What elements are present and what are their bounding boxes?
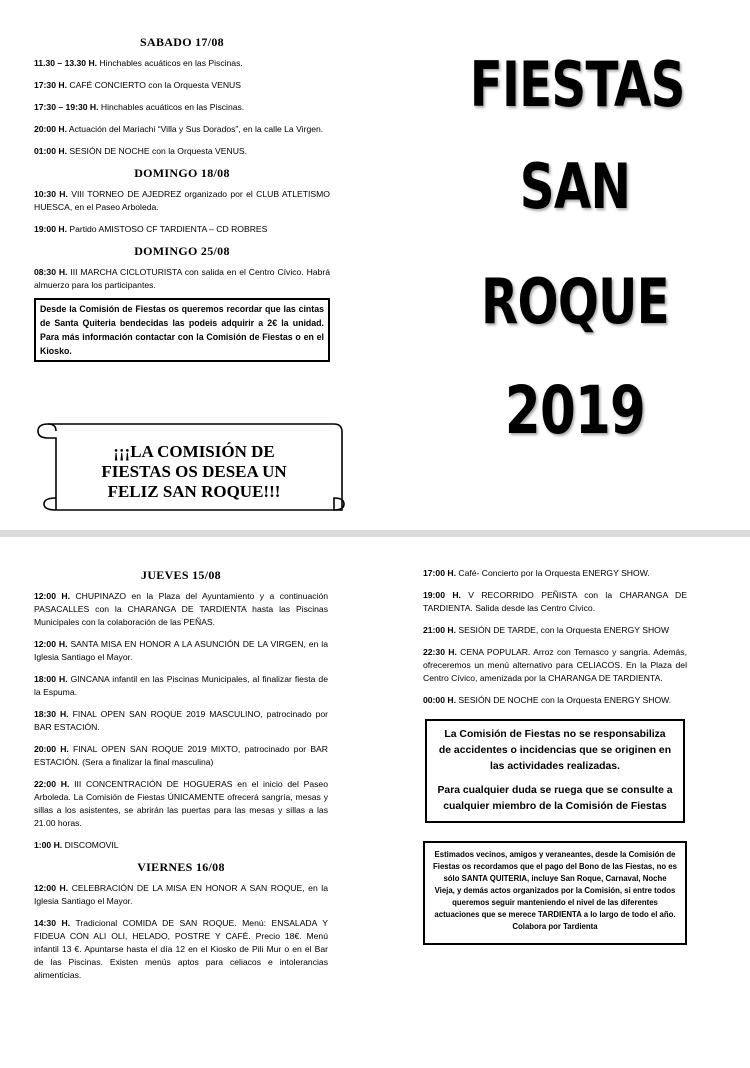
schedule-top-left — [34, 36, 330, 362]
greeting-scroll — [34, 418, 346, 518]
event-description: FINAL OPEN SAN ROQUE 2019 MIXTO, patrocinado por BAR ESTACIÓN. (Sera a finalizar la final masculina) — [34, 744, 328, 767]
event-item — [34, 882, 328, 908]
event-list — [34, 57, 330, 158]
event-list — [34, 266, 330, 292]
event-list — [423, 567, 687, 707]
event-time: 00:00 H. — [423, 695, 456, 705]
event-description: SESIÓN DE NOCHE con la Orquesta ENERGY SHOW. — [455, 695, 672, 705]
event-description: Actuación del Mariachi “Villa y Sus Dorados”, en la calle La Virgen. — [66, 124, 324, 134]
event-time: 01:00 H. — [34, 146, 67, 156]
event-item — [34, 223, 330, 236]
event-item — [34, 266, 330, 292]
event-item — [34, 590, 328, 629]
event-time: 1:00 H. — [34, 840, 63, 850]
event-item — [423, 589, 687, 615]
day-heading: SABADO 17/08 — [140, 35, 224, 49]
title-roque: ROQUE — [481, 265, 669, 338]
notice-box: Desde la Comisión de Fiestas os queremos recordar que las cintas de Santa Quiteria bendecidas las podeis adquirir a 2€ la unidad. Para más información contactar con la Comisión de Fiestas o en el Kiosko. — [34, 298, 330, 362]
event-item — [423, 694, 687, 707]
event-description: Café- Concierto por la Orquesta ENERGY SHOW. — [455, 568, 650, 578]
event-description: V RECORRIDO PEÑISTA con la CHARANGA DE TARDIENTA. Salida desde las Centro Cívico. — [423, 590, 687, 613]
event-item — [34, 123, 330, 136]
event-description: Tradicional COMIDA DE SAN ROQUE. Menú: ENSALADA Y FIDEUA CON ALI OLI, HELADO, POSTRE Y CAFÉ. Precio 18€. Menú infantil 13 €. Apuntarse hasta el día 12 en el Kiosko de Pili Mur o en el Bar de las Piscinas. Existen menús aptos para celiacos e intolerancias alimenticias. — [34, 918, 328, 980]
event-time: 12:00 H. — [34, 591, 71, 601]
event-time: 22:30 H. — [423, 647, 457, 657]
title-fiestas: FIESTAS — [469, 48, 685, 121]
event-time: 21:00 H. — [423, 625, 456, 635]
event-item — [34, 188, 330, 214]
event-item — [34, 638, 328, 664]
event-time: 19:00 H. — [34, 224, 67, 234]
event-description: III CONCENTRACIÓN DE HOGUERAS en el inicio del Paseo Arboleda. La Comisión de Fiestas ÚNICAMENTE ofrecerá sangría, mesas y sillas a los asistentes, se abrirán las puertas para las mesas y sillas a las 21.00 horas. — [34, 779, 328, 828]
disclaimer-text: La Comisión de Fiestas no se responsabiliza de accidentes o incidencias que se originen en las actividades realizadas. — [438, 729, 672, 772]
event-time: 18:00 H. — [34, 674, 68, 684]
contact-text: Para cualquier duda se ruega que se consulte a cualquier miembro de la Comisión de Fiestas — [437, 785, 673, 812]
event-description: CHUPINAZO en la Plaza del Ayuntamiento y a continuación PASACALLES con la CHARANGA DE TARDIENTA hasta las Piscinas Municipales con la colaboración de las PEÑAS. — [34, 591, 328, 627]
event-description: Hinchables acuáticos en las Piscinas. — [98, 102, 245, 112]
greeting-line: FIESTAS OS DESEA UN — [101, 462, 287, 481]
event-item — [34, 708, 328, 734]
event-list — [34, 590, 328, 852]
event-description: III MARCHA CICLOTURISTA con salida en el Centro Cívico. Habrá almuerzo para los participantes. — [34, 267, 330, 290]
event-item — [34, 743, 328, 769]
event-time: 12:00 H. — [34, 639, 68, 649]
greeting-text — [64, 442, 324, 502]
event-item — [34, 778, 328, 830]
page-top — [0, 0, 750, 530]
greeting-line: FELIZ SAN ROQUE!!! — [107, 482, 281, 501]
event-description: FINAL OPEN SAN ROQUE 2019 MASCULINO, patrocinado por BAR ESTACIÓN. — [34, 709, 329, 732]
event-time: 08:30 H. — [34, 267, 68, 277]
event-time: 17:00 H. — [423, 568, 456, 578]
event-description: Hinchables acuáticos en las Piscinas. — [97, 58, 243, 68]
title-san: SAN — [519, 150, 631, 223]
event-item — [34, 79, 330, 92]
event-time: 18:30 H. — [34, 709, 69, 719]
event-time: 17:30 H. — [34, 80, 67, 90]
event-item — [34, 839, 328, 852]
event-item — [34, 145, 330, 158]
schedule-bottom-left — [34, 569, 328, 991]
event-item — [34, 917, 328, 982]
event-item — [423, 646, 687, 685]
event-time: 14:30 H. — [34, 918, 71, 928]
schedule-bottom-right — [423, 567, 687, 945]
event-time: 11.30 – 13.30 H. — [34, 58, 98, 68]
day-heading: DOMINGO 18/08 — [134, 166, 230, 180]
event-description: CELEBRACIÓN DE LA MISA EN HONOR A SAN ROQUE, en la Iglesia Santiago el Mayor. — [34, 883, 328, 906]
event-time: 19:00 H. — [423, 590, 461, 600]
event-description: Partido AMISTOSO CF TARDIENTA – CD ROBRES — [66, 224, 268, 234]
bono-notice-box: Estimados vecinos, amigos y veraneantes, desde la Comisión de Fiestas os recordamos que el pago del Bono de las Fiestas, no es sólo SANTA QUITERIA, incluye San Roque, Carnaval, Noche Vieja, y demás actos organizados por la Comisión, si entre todos queremos seguir manteniendo el nivel de las diferentes actuaciones que se merece TARDIENTA a lo largo de todo el año. Colabora por Tardienta — [423, 841, 687, 945]
title-year: 2019 — [504, 372, 646, 449]
day-heading: JUEVES 15/08 — [141, 568, 221, 582]
disclaimer-box — [425, 719, 685, 823]
event-description: GINCANA infantil en las Piscinas Municipales, al finalizar fiesta de la Espuma. — [34, 674, 328, 697]
event-time: 20:00 H. — [34, 124, 67, 134]
event-time: 10:30 H. — [34, 189, 68, 199]
event-list — [34, 882, 328, 982]
day-heading: DOMINGO 25/08 — [134, 244, 230, 258]
event-list — [34, 188, 330, 236]
event-description: VIII TORNEO DE AJEDREZ organizado por el CLUB ATLETISMO HUESCA, en el Paseo Arboleda. — [34, 189, 330, 212]
event-time: 17:30 – 19:30 H. — [34, 102, 99, 112]
greeting-line: ¡¡¡LA COMISIÓN DE — [113, 442, 275, 461]
event-item — [423, 567, 687, 580]
event-time: 22:00 H. — [34, 779, 70, 789]
event-time: 12:00 H. — [34, 883, 69, 893]
event-item — [423, 624, 687, 637]
event-time: 20:00 H. — [34, 744, 69, 754]
event-description: SANTA MISA EN HONOR A LA ASUNCIÓN DE LA VIRGEN, en la Iglesia Santiago el Mayor. — [34, 639, 328, 662]
event-description: DISCOMOVIL — [62, 840, 119, 850]
day-heading: VIERNES 16/08 — [137, 860, 225, 874]
event-description: CAFÉ CONCIERTO con la Orquesta VENUS — [66, 80, 241, 90]
event-description: CENA POPULAR. Arroz con Ternasco y sangria. Además, ofreceremos un menú alternativo para CELIACOS. En la Plaza del Centro Cívico, amenizada por la CHARANGA DE TARDIENTA. — [423, 647, 687, 683]
page-bottom — [0, 537, 750, 1068]
event-item — [34, 673, 328, 699]
event-description: SESIÓN DE NOCHE con la Orquesta VENUS. — [66, 146, 248, 156]
event-item — [34, 57, 330, 70]
event-item — [34, 101, 330, 114]
event-description: SESIÓN DE TARDE, con la Orquesta ENERGY SHOW — [455, 625, 669, 635]
